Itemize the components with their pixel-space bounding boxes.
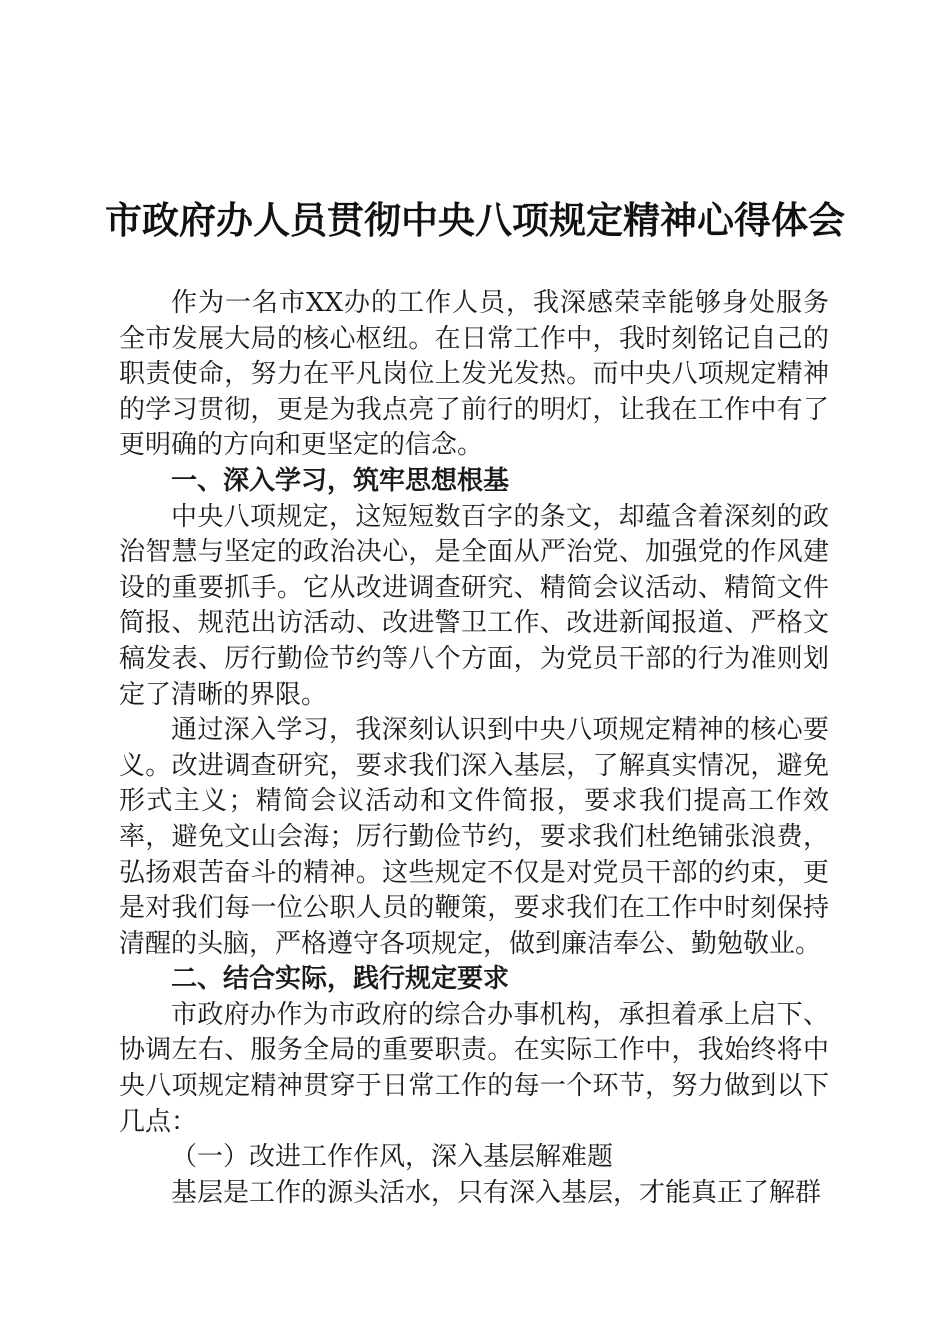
document-title: 市政府办人员贯彻中央八项规定精神心得体会 (105, 198, 845, 242)
subsection-heading-1: （一）改进工作作风，深入基层解难题 (171, 1142, 614, 1173)
document-body (119, 286, 829, 1211)
paragraph: 基层是工作的源头活水，只有深入基层，才能真正了解群 (171, 1177, 822, 1208)
section-heading-2: 二、结合实际，践行规定要求 (171, 964, 510, 995)
paragraph-intro: 作为一名市XX办的工作人员，我深感荣幸能够身处服务全市发展大局的核心枢纽。在日常工作中，我时刻铭记自己的职责使命，努力在平凡岗位上发光发热。而中央八项规定精神的学习贯彻，更是为我点亮了前行的明灯，让我在工作中有了更明确的方向和更坚定的信念。 (119, 288, 829, 461)
section-heading-1: 一、深入学习，筑牢思想根基 (171, 465, 510, 496)
paragraph: 市政府办作为市政府的综合办事机构，承担着承上启下、协调左右、服务全局的重要职责。在实际工作中，我始终将中央八项规定精神贯穿于日常工作的每一个环节，努力做到以下几点： (119, 999, 829, 1137)
paragraph: 中央八项规定，这短短数百字的条文，却蕴含着深刻的政治智慧与坚定的政治决心，是全面从严治党、加强党的作风建设的重要抓手。它从改进调查研究、精简会议活动、精简文件简报、规范出访活动、改进警卫工作、改进新闻报道、严格文稿发表、厉行勤俭节约等八个方面，为党员干部的行为准则划定了清晰的界限。 (119, 501, 829, 710)
paragraph: 通过深入学习，我深刻认识到中央八项规定精神的核心要义。改进调查研究，要求我们深入基层，了解真实情况，避免形式主义；精简会议活动和文件简报，要求我们提高工作效率，避免文山会海；厉行勤俭节约，要求我们杜绝铺张浪费，弘扬艰苦奋斗的精神。这些规定不仅是对党员干部的约束，更是对我们每一位公职人员的鞭策，要求我们在工作中时刻保持清醒的头脑，严格遵守各项规定，做到廉洁奉公、勤勉敬业。 (119, 715, 829, 959)
